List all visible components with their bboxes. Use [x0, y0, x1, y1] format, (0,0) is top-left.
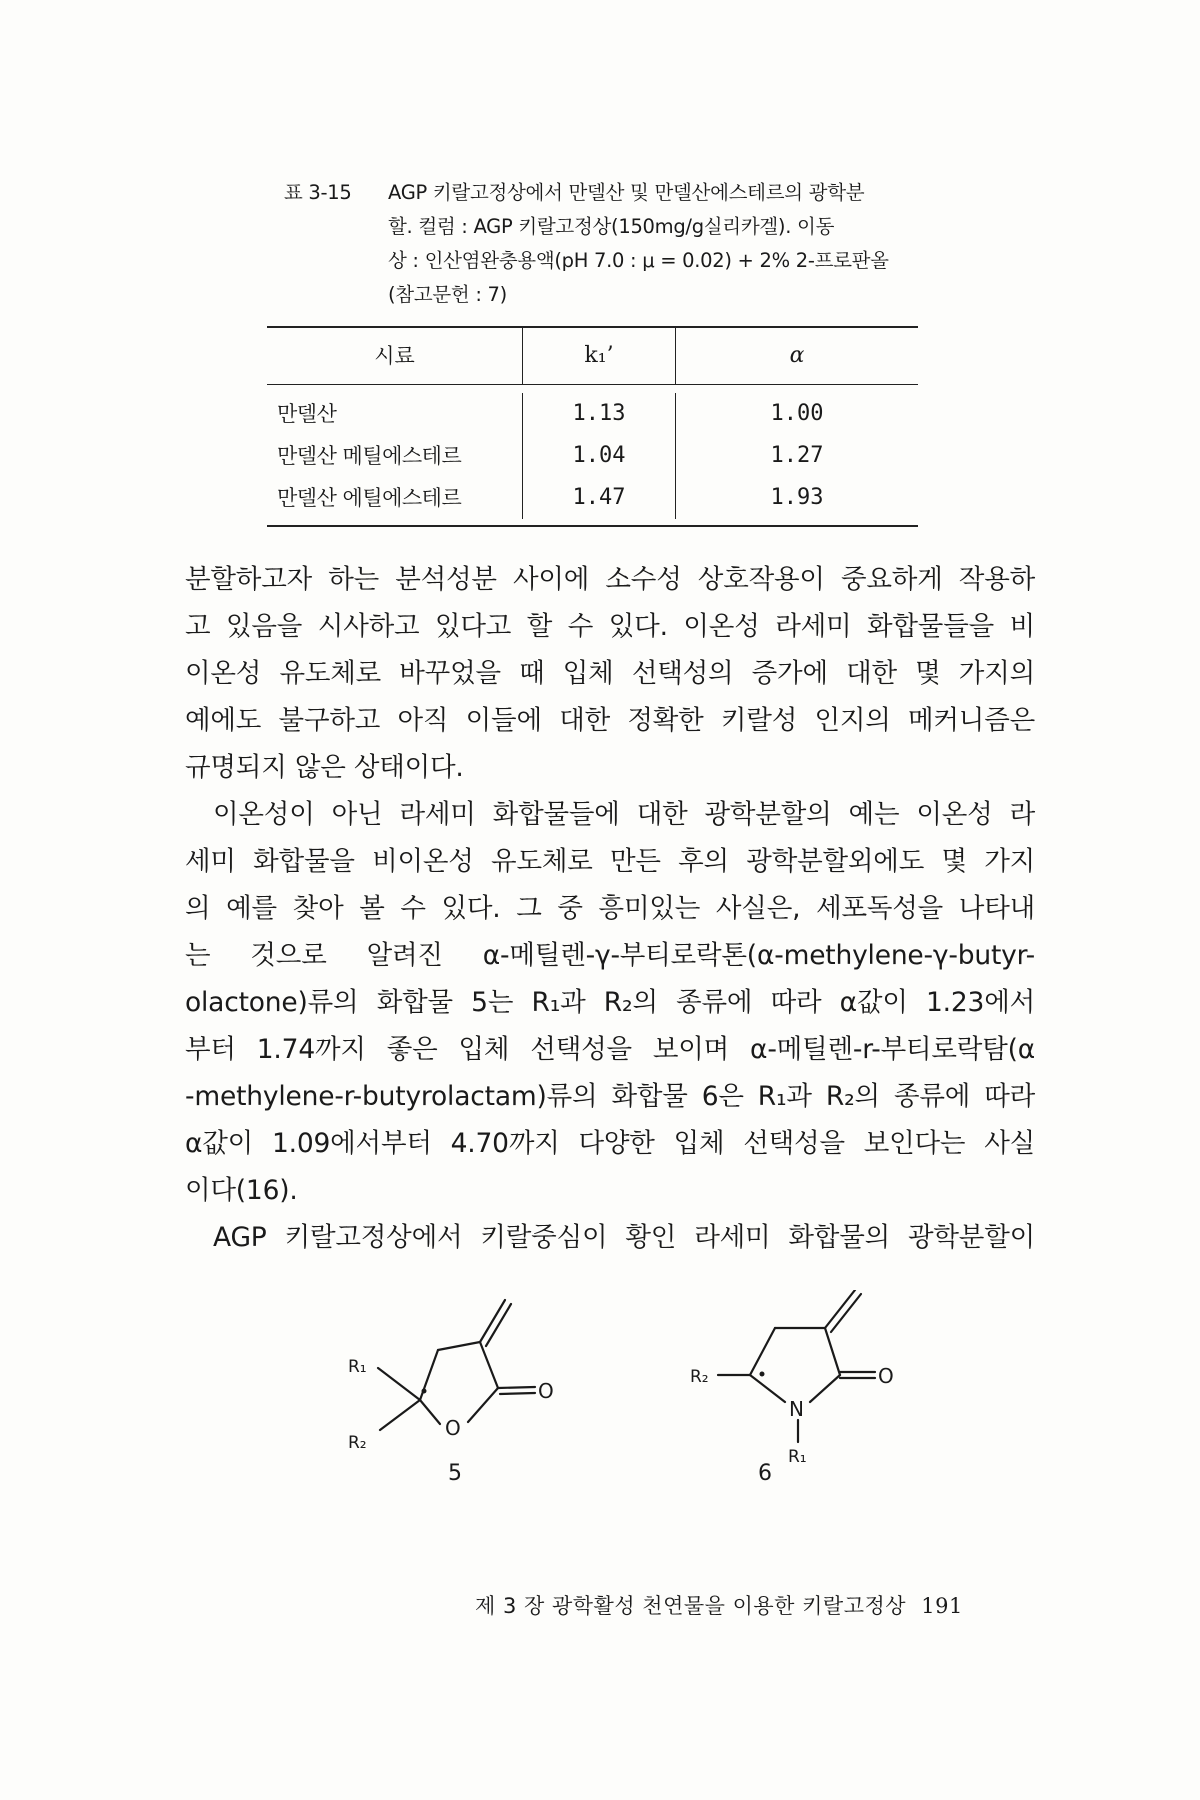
- cell-k1: 1.13: [523, 393, 676, 435]
- compound-5-number: 5: [448, 1461, 462, 1486]
- cell-sample: 만델산 에틸에스테르: [267, 477, 523, 519]
- cell-alpha: 1.93: [770, 485, 824, 510]
- text-line: 분할하고자 하는 분석성분 사이에 소수성 상호작용이 중요하게 작용하: [185, 564, 1035, 595]
- compound-6-ring-nitrogen: N: [789, 1397, 804, 1421]
- table-row: [267, 435, 918, 477]
- compound-5-r1: R₁: [348, 1357, 367, 1377]
- table-label: 표 3-15: [284, 181, 352, 204]
- text-line: 는 것으로 알려진 α-메틸렌-γ-부티로락톤(α-methylene-γ-butyr-: [185, 940, 1035, 971]
- table-row: [267, 393, 918, 435]
- compound-5-carbonyl-oxygen: O: [538, 1379, 554, 1403]
- caption-line-3: 상 : 인산염완충용액(pH 7.0 : μ = 0.02) + 2% 2-프로판올: [388, 249, 889, 272]
- text-line: 의 예를 찾아 볼 수 있다. 그 중 흥미있는 사실은, 세포독성을 나타내: [185, 893, 1035, 924]
- text-line: 이온성 유도체로 바꾸었을 때 입체 선택성의 증가에 대한 몇 가지의: [185, 658, 1035, 689]
- text-line: 예에도 불구하고 아직 이들에 대한 정확한 키랄성 인지의 메커니즘은: [185, 705, 1035, 736]
- data-table: [267, 326, 918, 527]
- text-line: 이다(16).: [185, 1175, 298, 1206]
- paragraph-1: [185, 556, 1035, 791]
- stereocenter-dot: [422, 1389, 427, 1394]
- text-line: α값이 1.09에서부터 4.70까지 다양한 입체 선택성을 보인다는 사실: [185, 1128, 1035, 1159]
- caption-line-1: AGP 키랄고정상에서 만델산 및 만델산에스테르의 광학분: [388, 181, 865, 204]
- text-line: 부터 1.74까지 좋은 입체 선택성을 보이며 α-메틸렌-r-부티로락탐(α: [185, 1034, 1035, 1065]
- text-line: -methylene-r-butyrolactam)류의 화합물 6은 R₁과 R₂의 종류에 따라: [185, 1081, 1035, 1112]
- header-sample: 시료: [267, 328, 523, 384]
- text-line: 고 있음을 시사하고 있다고 할 수 있다. 이온성 라세미 화합물들을 비: [185, 611, 1035, 642]
- table-body: [267, 385, 918, 525]
- table-row: [267, 477, 918, 519]
- text-line: 이온성이 아닌 라세미 화합물들에 대한 광학분할의 예는 이온성 라: [213, 799, 1035, 830]
- compound-6-r1: R₁: [788, 1447, 807, 1467]
- cell-k1: 1.47: [523, 477, 676, 519]
- page-number: 191: [921, 1594, 963, 1618]
- cell-k1: 1.04: [523, 435, 676, 477]
- compound-6-r2: R₂: [690, 1367, 709, 1387]
- page-footer: [475, 1590, 963, 1620]
- cell-sample: 만델산 메틸에스테르: [267, 435, 523, 477]
- text-line: AGP 키랄고정상에서 키랄중심이 황인 라세미 화합물의 광학분할이: [213, 1222, 1035, 1253]
- caption-line-4: (참고문헌 : 7): [388, 283, 507, 306]
- paragraph-3: [185, 1214, 1035, 1261]
- table-caption: [284, 176, 924, 312]
- cell-alpha: 1.27: [770, 443, 824, 468]
- compound-5-ring-oxygen: O: [445, 1416, 461, 1440]
- caption-line-2: 할. 컬럼 : AGP 키랄고정상(150mg/g실리카겔). 이동: [388, 215, 835, 238]
- text-line: 규명되지 않은 상태이다.: [185, 752, 464, 783]
- text-line: olactone)류의 화합물 5는 R₁과 R₂의 종류에 따라 α값이 1.23에서: [185, 987, 1035, 1018]
- body-text: [185, 556, 1035, 1261]
- header-alpha: α: [789, 343, 805, 368]
- compound-6-carbonyl-oxygen: O: [878, 1364, 894, 1388]
- compound-5-structure: [378, 1300, 535, 1430]
- cell-sample: 만델산: [267, 393, 523, 435]
- header-k1: k₁’: [523, 328, 676, 384]
- text-line: 세미 화합물을 비이온성 유도체로 만든 후의 광학분할외에도 몇 가지: [185, 846, 1035, 877]
- cell-alpha: 1.00: [770, 401, 824, 426]
- chapter-title: 제 3 장 광학활성 천연물을 이용한 키랄고정상: [475, 1594, 907, 1618]
- paragraph-2: [185, 791, 1035, 1214]
- chemical-structures: [320, 1290, 1020, 1490]
- compound-5-r2: R₂: [348, 1433, 367, 1453]
- compound-6-number: 6: [758, 1461, 772, 1486]
- table-header-row: [267, 328, 918, 385]
- stereocenter-dot: [760, 1372, 765, 1377]
